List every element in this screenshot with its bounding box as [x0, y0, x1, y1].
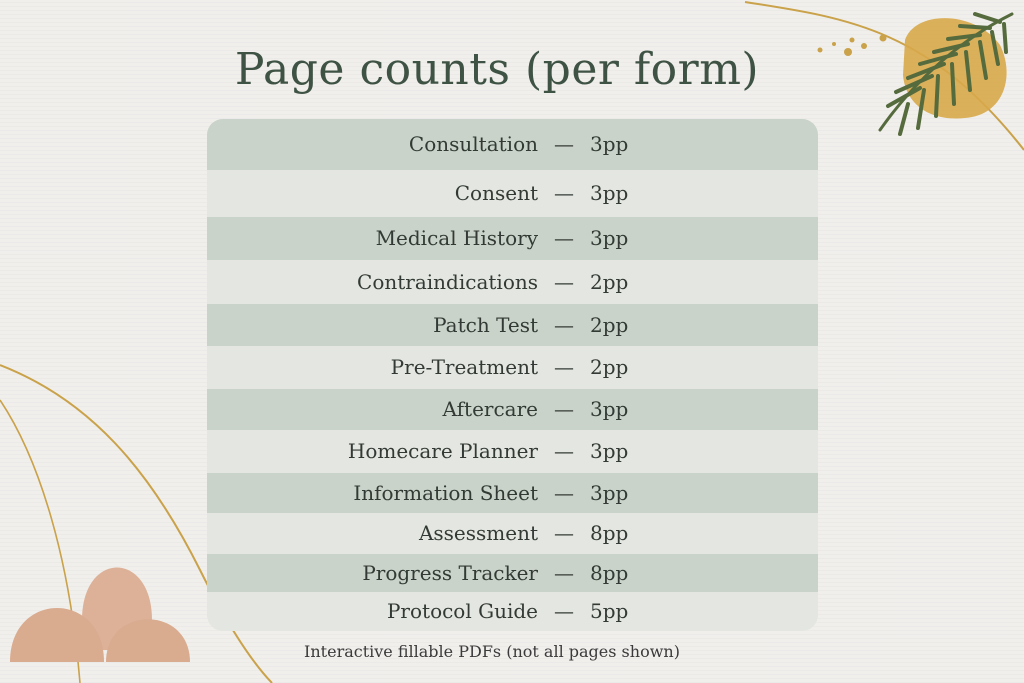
table-row — [207, 260, 818, 304]
form-name: Aftercare — [442, 397, 538, 421]
separator-dash: — — [554, 439, 574, 463]
page-count: 2pp — [590, 270, 629, 294]
table-row — [207, 513, 818, 554]
page-count: 3pp — [590, 226, 629, 250]
table-row — [207, 170, 818, 217]
page-count: 2pp — [590, 355, 629, 379]
form-name: Pre-Treatment — [390, 355, 538, 379]
page-count: 8pp — [590, 561, 629, 585]
page-count: 3pp — [590, 439, 629, 463]
separator-dash: — — [554, 355, 574, 379]
table-row — [207, 119, 818, 170]
page-count: 8pp — [590, 521, 629, 545]
form-name: Consent — [454, 181, 538, 205]
table-row — [207, 592, 818, 631]
table-row — [207, 217, 818, 260]
separator-dash: — — [554, 313, 574, 337]
footer-note: Interactive fillable PDFs (not all pages shown) — [304, 642, 680, 661]
separator-dash: — — [554, 397, 574, 421]
separator-dash: — — [554, 481, 574, 505]
form-name: Consultation — [408, 132, 538, 156]
form-name: Contraindications — [357, 270, 538, 294]
separator-dash: — — [554, 132, 574, 156]
table-row — [207, 430, 818, 473]
form-name: Assessment — [418, 521, 538, 545]
page-count: 3pp — [590, 397, 629, 421]
table-row — [207, 346, 818, 389]
table-row — [207, 554, 818, 592]
table-row — [207, 473, 818, 513]
separator-dash: — — [554, 226, 574, 250]
separator-dash: — — [554, 521, 574, 545]
form-name: Homecare Planner — [347, 439, 538, 463]
page-count-table — [207, 119, 818, 631]
form-name: Patch Test — [433, 313, 538, 337]
form-name: Progress Tracker — [362, 561, 538, 585]
form-name: Information Sheet — [353, 481, 538, 505]
table-row — [207, 389, 818, 430]
page-count: 3pp — [590, 132, 629, 156]
separator-dash: — — [554, 599, 574, 623]
page-count: 5pp — [590, 599, 629, 623]
table-row — [207, 304, 818, 346]
page-title: Page counts (per form) — [234, 44, 760, 95]
separator-dash: — — [554, 181, 574, 205]
separator-dash: — — [554, 270, 574, 294]
page-count: 2pp — [590, 313, 629, 337]
form-name: Protocol Guide — [386, 599, 538, 623]
page-count: 3pp — [590, 481, 629, 505]
separator-dash: — — [554, 561, 574, 585]
page-count: 3pp — [590, 181, 629, 205]
form-name: Medical History — [375, 226, 538, 250]
